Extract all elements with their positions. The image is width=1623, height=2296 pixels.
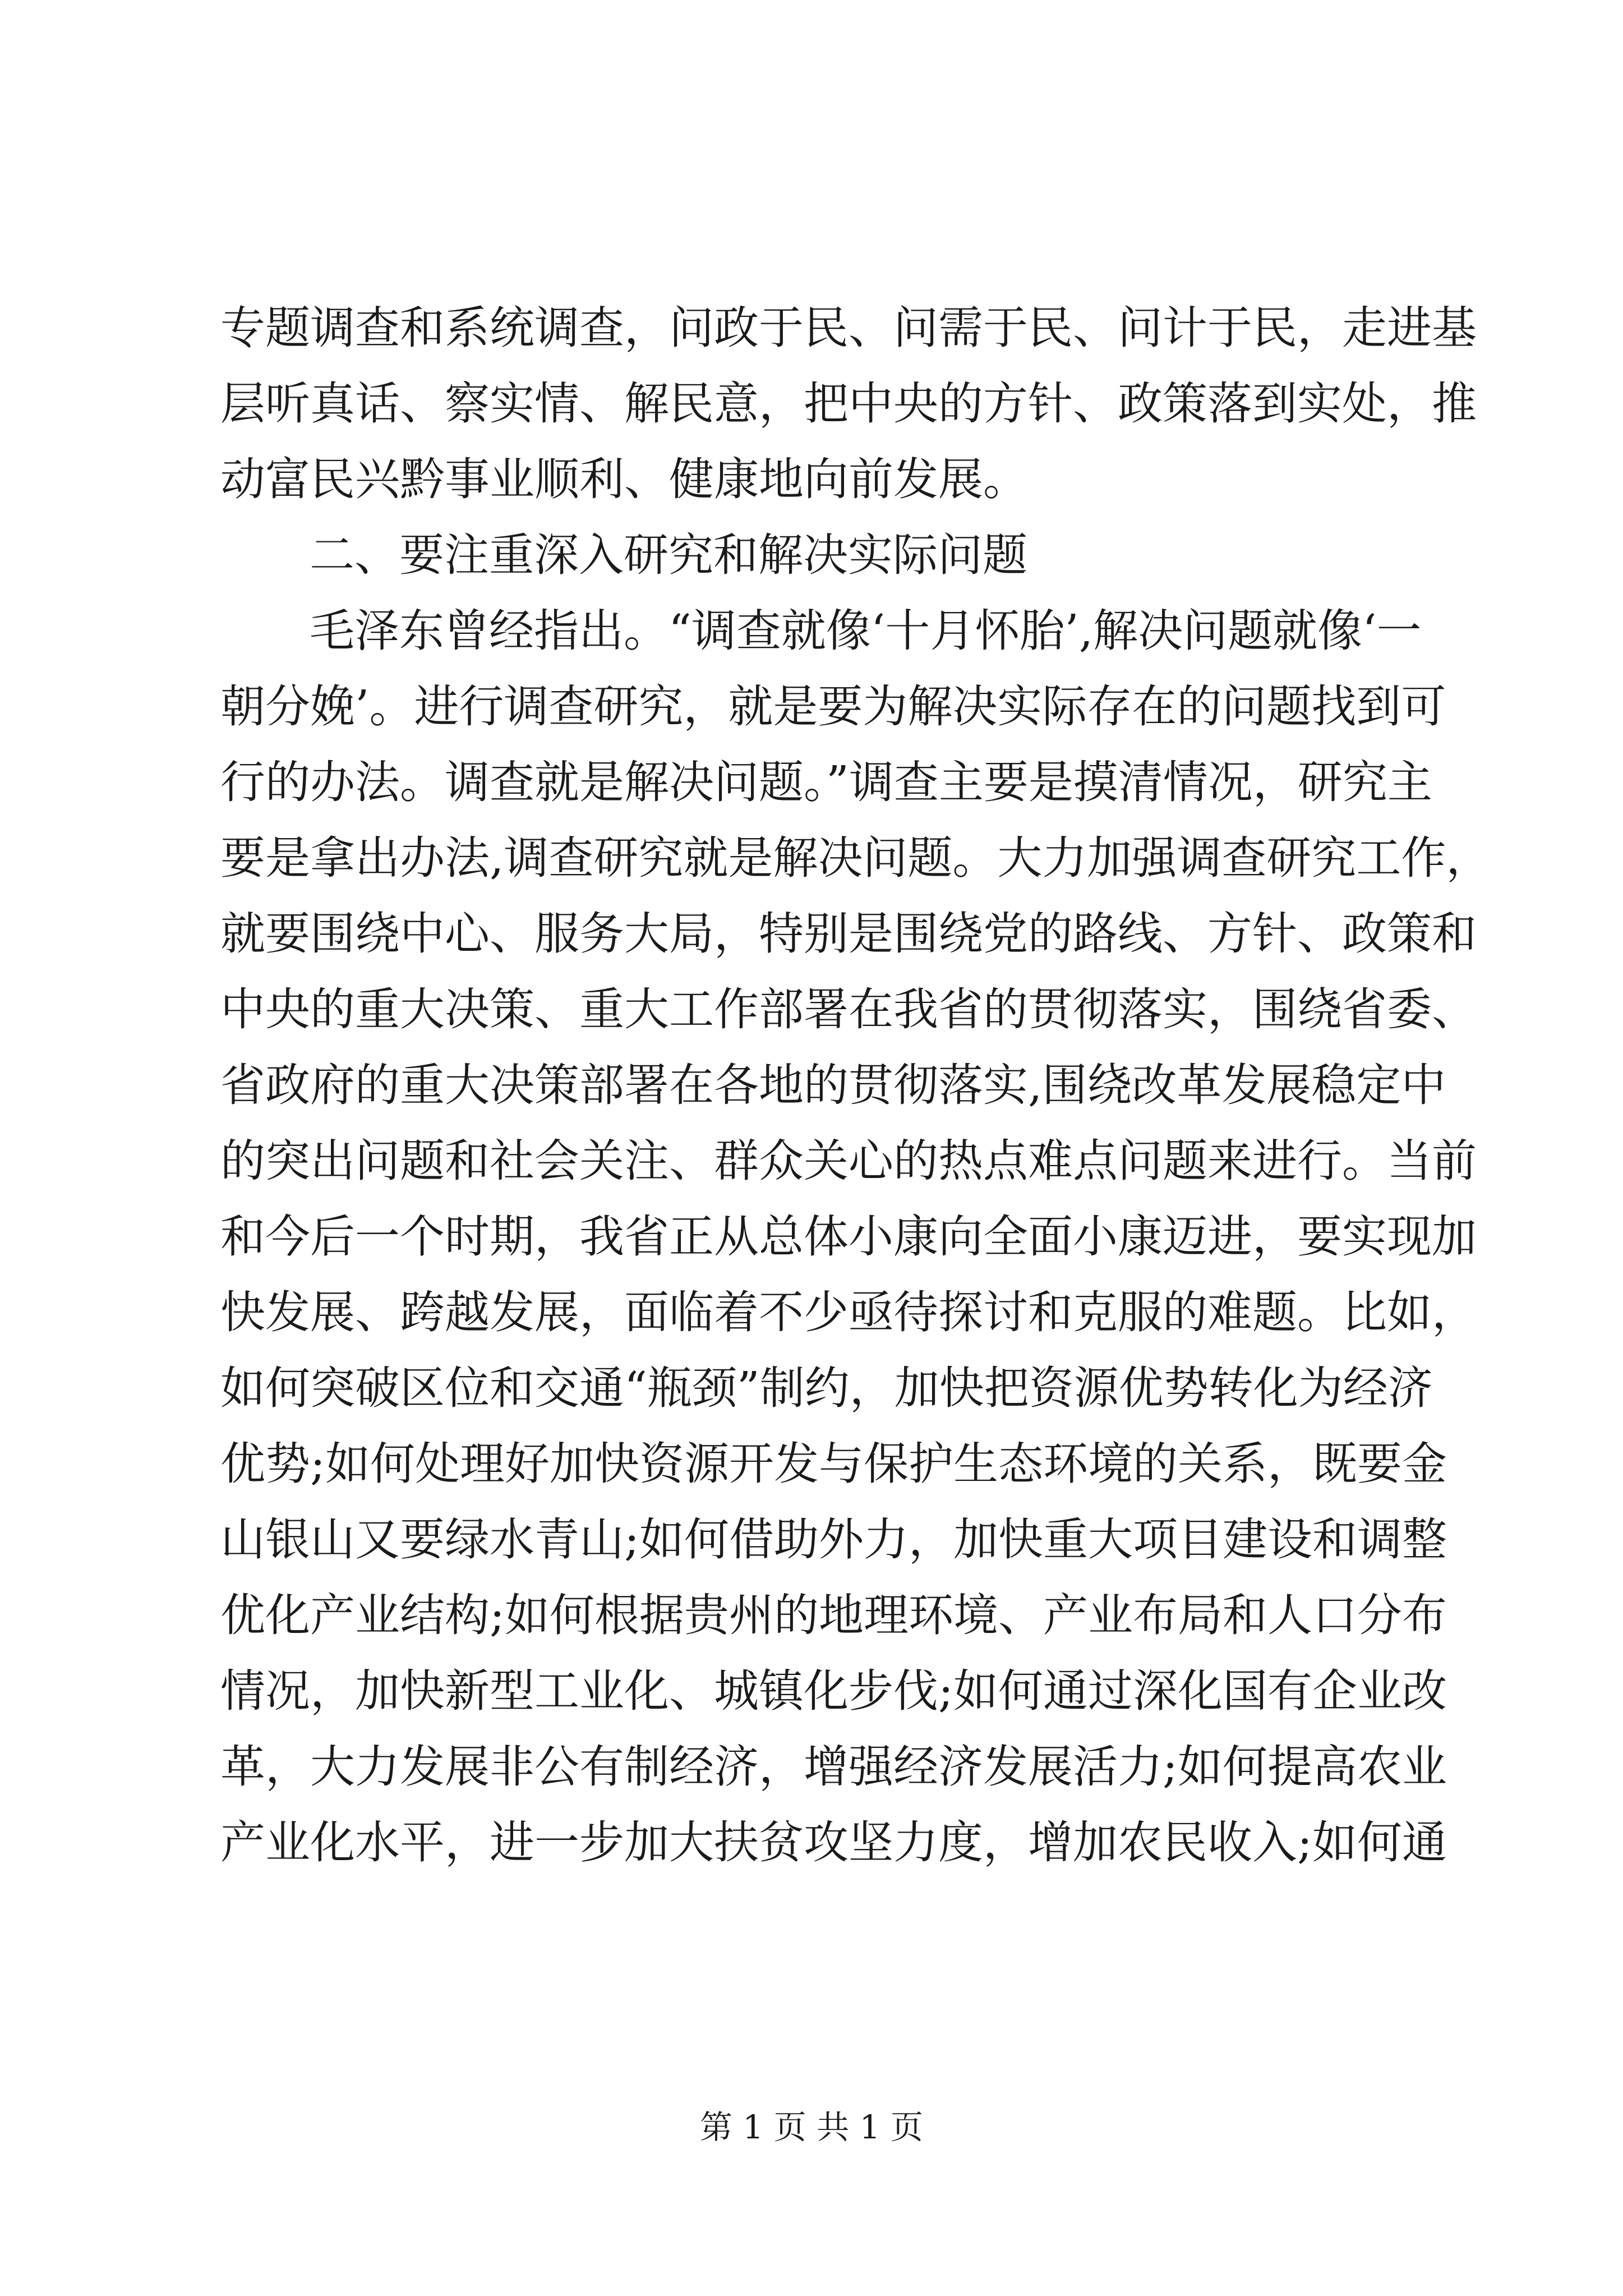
paragraph-line: 产业化水平，进一步加大扶贫攻坚力度，增加农民收入;如何通: [220, 1816, 1447, 1869]
paragraph-line: 中央的重大决策、重大工作部署在我省的贯彻落实，围绕省委、: [220, 983, 1477, 1036]
paragraph-line: 优化产业结构;如何根据贵州的地理环境、产业布局和人口分布: [220, 1589, 1447, 1641]
paragraph-line: 的突出问题和社会关注、群众关心的热点难点问题来进行。当前: [220, 1135, 1477, 1187]
paragraph-line: 革，大力发展非公有制经济，增强经济发展活力;如何提高农业: [220, 1741, 1447, 1793]
page-footer: 第 1 页 共 1 页: [700, 2108, 923, 2146]
paragraph-line: 优势;如何处理好加快资源开发与保护生态环境的关系，既要金: [220, 1438, 1447, 1490]
paragraph-line: 山银山又要绿水青山;如何借助外力，加快重大项目建设和调整: [220, 1513, 1447, 1566]
paragraph-line: 专题调查和系统调查，问政于民、问需于民、问计于民，走进基: [220, 302, 1477, 354]
paragraph-line: 要是拿出办法,调查研究就是解决问题。大力加强调查研究工作，: [220, 832, 1491, 884]
section-heading: 二、要注重深入研究和解决实际问题: [310, 529, 1027, 581]
paragraph-line: 朝分娩’。进行调查研究，就是要为解决实际存在的问题找到可: [220, 680, 1446, 733]
paragraph-line: 省政府的重大决策部署在各地的贯彻落实,围绕改革发展稳定中: [220, 1059, 1446, 1111]
paragraph-line: 层听真话、察实情、解民意，把中央的方针、政策落到实处，推: [220, 378, 1477, 430]
paragraph-line: 如何突破区位和交通“瓶颈”制约，加快把资源优势转化为经济: [220, 1362, 1433, 1414]
paragraph-line: 动富民兴黔事业顺利、健康地向前发展。: [220, 453, 1028, 505]
paragraph-line: 毛泽东曾经指出。“调查就像‘十月怀胎’,解决问题就像‘一: [310, 605, 1422, 657]
paragraph-line: 情况，加快新型工业化、城镇化步伐;如何通过深化国有企业改: [220, 1665, 1447, 1717]
paragraph-line: 行的办法。调查就是解决问题。”调查主要是摸清情况，研究主: [220, 756, 1432, 808]
paragraph-line: 快发展、跨越发展，面临着不少亟待探讨和克服的难题。比如，: [220, 1286, 1477, 1338]
paragraph-line: 就要围绕中心、服务大局，特别是围绕党的路线、方针、政策和: [220, 908, 1477, 960]
paragraph-line: 和今后一个时期，我省正从总体小康向全面小康迈进，要实现加: [220, 1211, 1477, 1263]
